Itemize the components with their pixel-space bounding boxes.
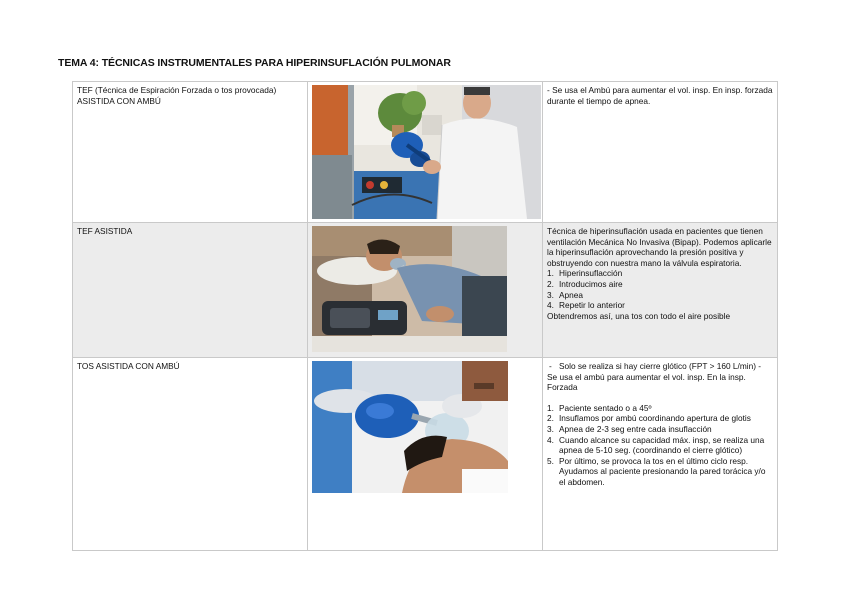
list-item: - Solo se realiza si hay cierre glótico (FPT > 160 L/min) -: [549, 361, 762, 371]
technique-name: TEF (Técnica de Espiración Forzada o tos provocada) ASISTIDA CON AMBÚ: [77, 85, 277, 106]
conclusion-text: Obtendremos así, una tos con todo el aire posible: [547, 310, 731, 321]
bipap-patient-photo: [312, 226, 507, 352]
intro-text: Técnica de hiperinsuflación usada en pacientes que tienen ventilación Mecánica No Invasiva (Bipap). Podemos aplicarle la hiperinsuflación aprovechando la presión positiva y obstruyendo con nuestra mano la válvula espiratoria.: [547, 226, 772, 268]
techniques-table: [72, 81, 778, 551]
description-text: - Se usa el Ambú para aumentar el vol. insp. En insp. forzada durante el tiempo de apnea.: [547, 85, 773, 106]
list-item: 5. Por último, se provoca la tos en el último ciclo resp. Ayudamos al paciente presionando la pared torácica y/o el abdomen.: [547, 455, 766, 488]
ambu-mask-patient-photo: [312, 361, 508, 493]
technique-name: TOS ASISTIDA CON AMBÚ: [77, 361, 180, 371]
list-item: 2. Insuflamos por ambú coordinando apertura de glotis: [547, 413, 751, 424]
intro-text: Se usa el ambú para aumentar el vol. insp. En la insp. Forzada: [547, 371, 746, 393]
list-item: 4. Repetir lo anterior: [547, 300, 625, 311]
list-item: 3. Apnea: [547, 289, 583, 300]
image-cell: [308, 223, 543, 358]
list-item: 2. Introducimos aire: [547, 279, 623, 290]
description-cell: [543, 82, 778, 223]
table-row: [73, 223, 778, 358]
technique-name-cell: [73, 223, 308, 358]
description-cell: [543, 223, 778, 358]
technique-name: TEF ASISTIDA: [77, 226, 133, 236]
page-title: TEMA 4: TÉCNICAS INSTRUMENTALES PARA HIPERINSUFLACIÓN PULMONAR: [58, 57, 451, 69]
ambu-clinician-photo: [312, 85, 541, 219]
steps-list: [547, 268, 773, 310]
image-cell: [308, 82, 543, 223]
condition-list: [547, 361, 773, 372]
steps-list: [547, 403, 773, 488]
list-item: 4. Cuando alcance su capacidad máx. insp, se realiza una apnea de 5-10 seg. (coordinando el cierre glótico): [547, 434, 765, 456]
technique-name-cell: [73, 358, 308, 551]
table-row: [73, 358, 778, 551]
list-item: 1. Paciente sentado o a 45º: [547, 402, 652, 413]
technique-name-cell: [73, 82, 308, 223]
list-item: 1. Hiperinsuflacción: [547, 268, 623, 279]
image-cell: [308, 358, 543, 551]
list-item: 3. Apnea de 2-3 seg entre cada insuflacción: [547, 424, 712, 435]
description-cell: [543, 358, 778, 551]
table-row: [73, 82, 778, 223]
